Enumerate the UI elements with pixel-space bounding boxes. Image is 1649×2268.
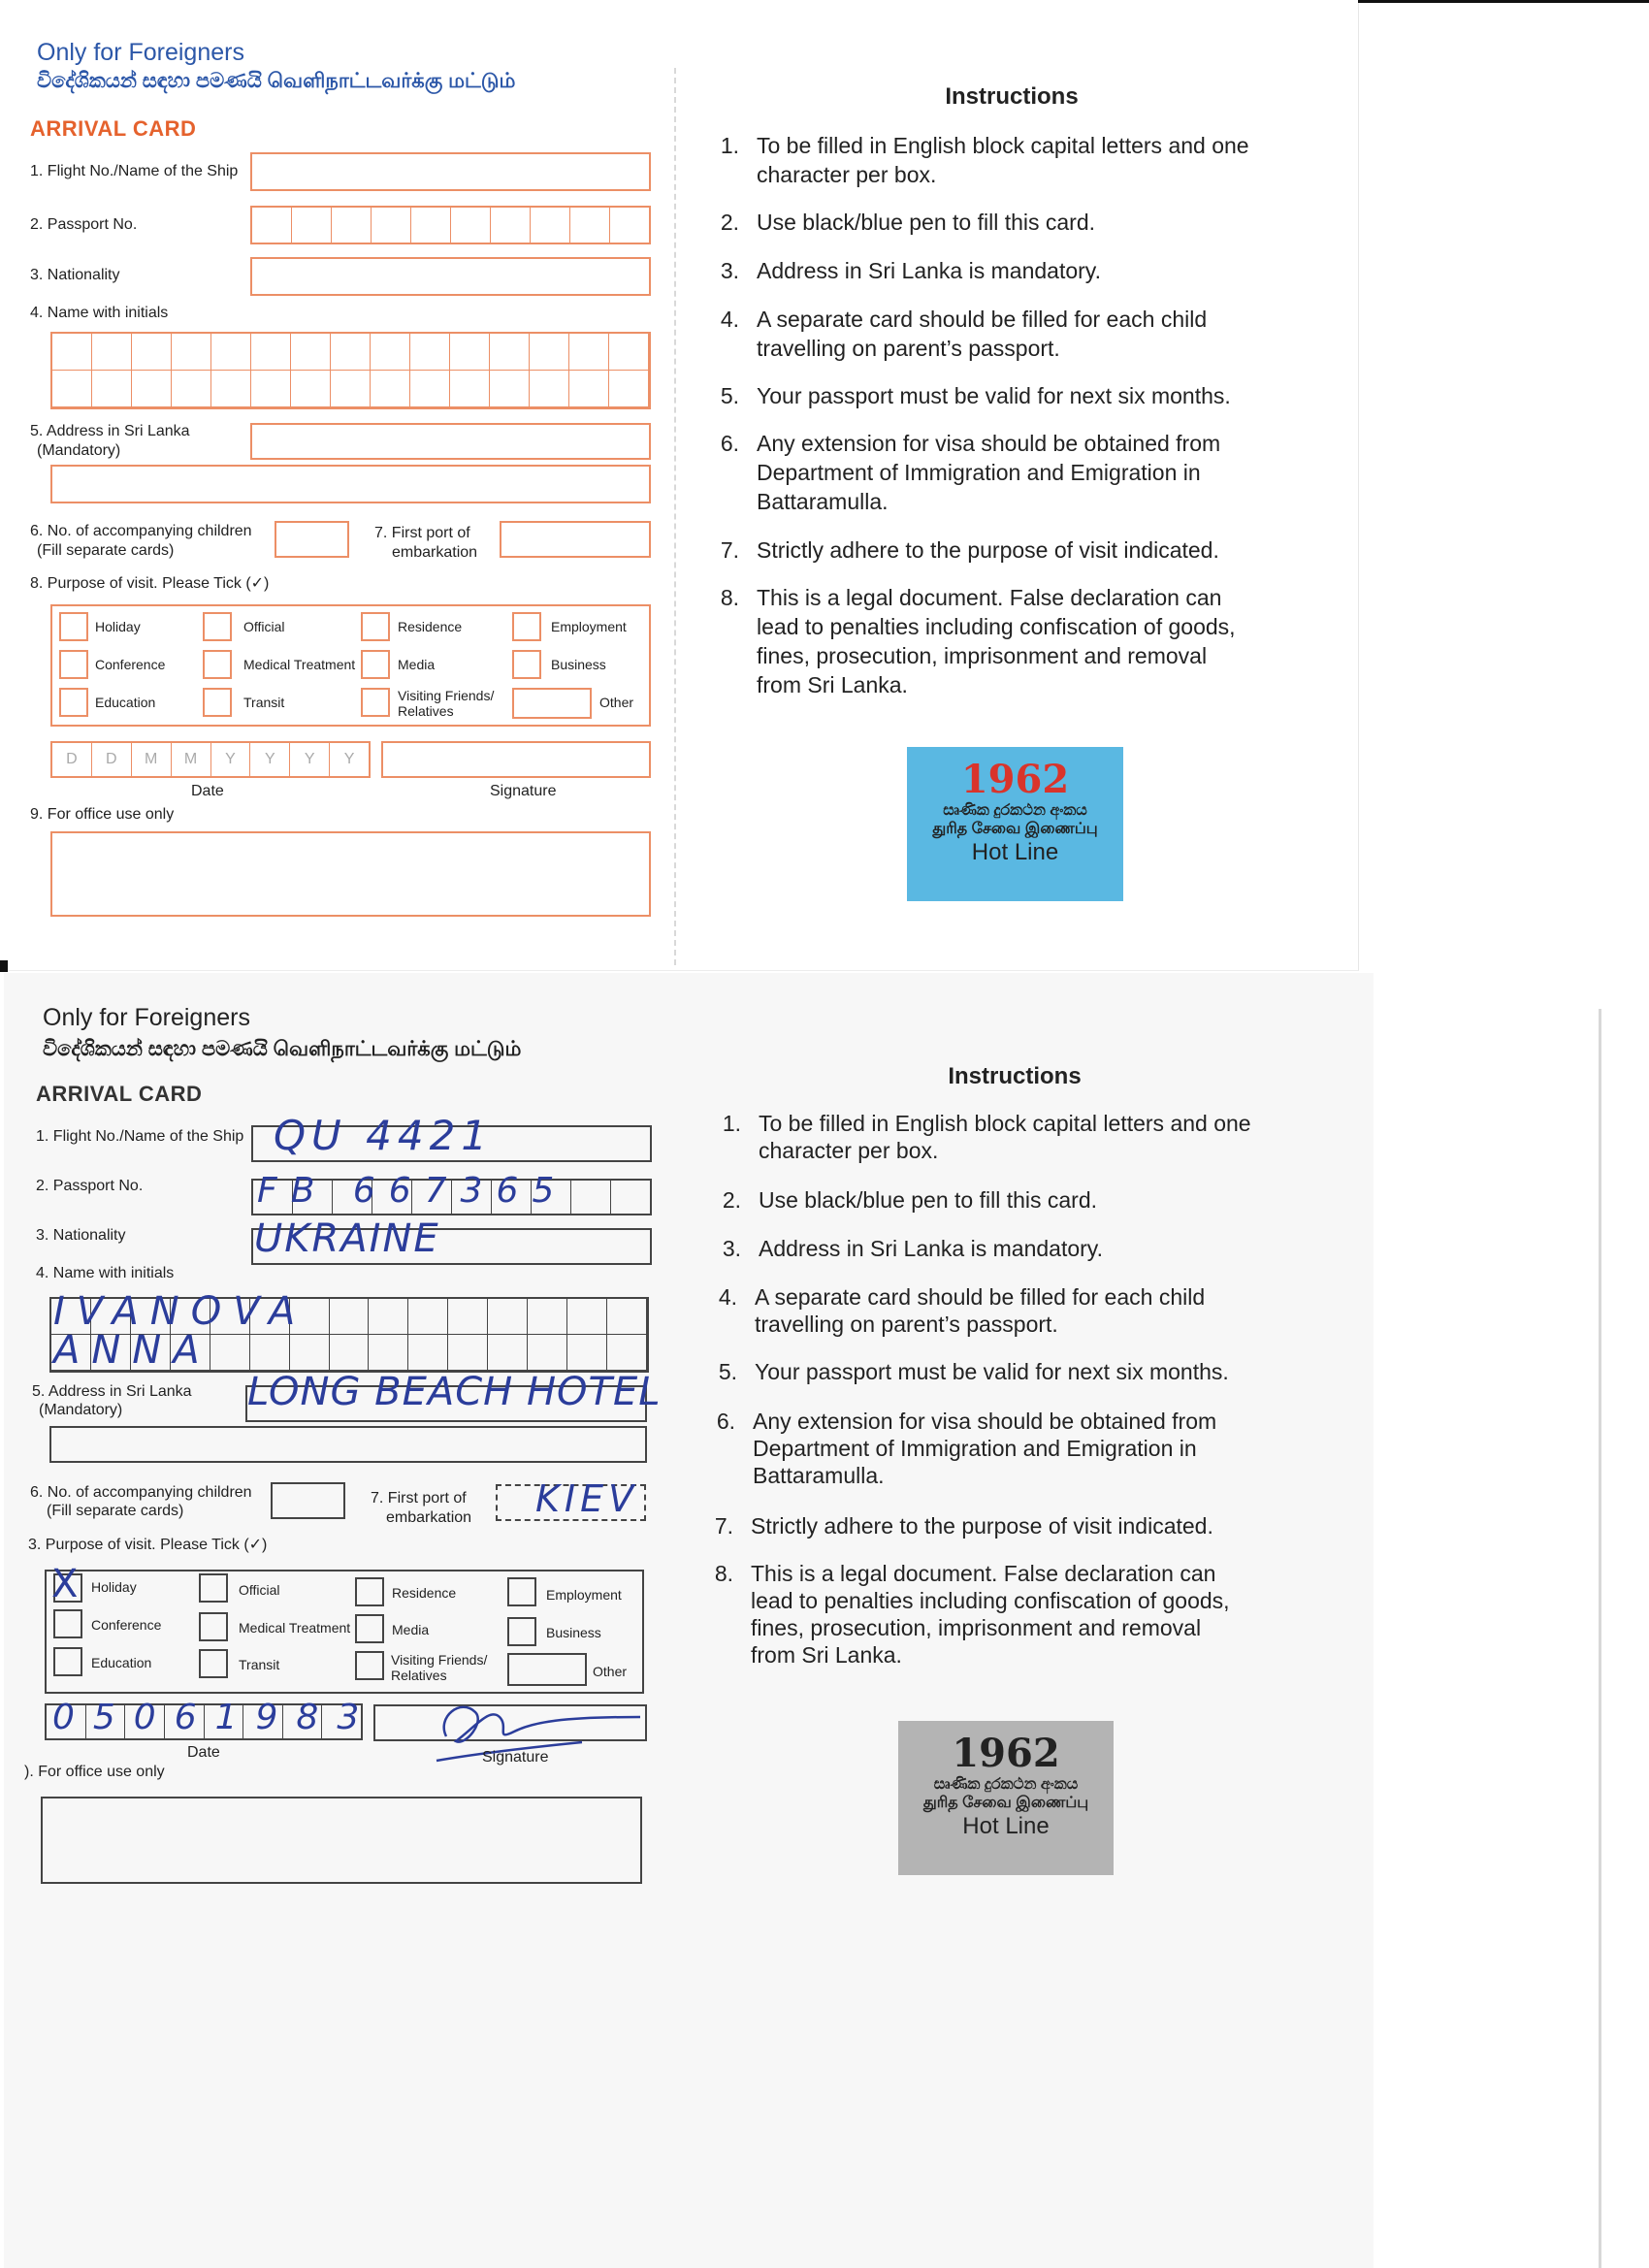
other-label-2: Other (593, 1664, 628, 1679)
handwritten-port: KIEV (535, 1477, 639, 1520)
instruction-text: Address in Sri Lanka is mandatory. (759, 1236, 1103, 1261)
passport-label: 2. Passport No. (30, 216, 138, 233)
holiday-checkbox[interactable] (59, 612, 88, 641)
instruction-text: character per box. (759, 1138, 939, 1163)
handwritten-flight: QU 4421 (274, 1112, 494, 1159)
instruction-text: Strictly adhere to the purpose of visit indicated. (757, 537, 1219, 563)
hotline-badge-2 (898, 1721, 1114, 1875)
header-local: විදේශිකයන් සඳහා පමණයි வெளிநாட்டவர்க்கு மட்டும் (37, 70, 516, 92)
instruction-text: This is a legal document. False declaration can (751, 1561, 1216, 1586)
conference-label: Conference (95, 657, 166, 672)
business-label: Business (551, 657, 606, 672)
flight-field[interactable] (250, 152, 651, 191)
port-label: 7. First port of (374, 525, 470, 541)
port-label-2b: embarkation (386, 1509, 472, 1526)
instruction-number: 7. (720, 537, 739, 563)
holiday-tick-mark: X (51, 1562, 79, 1606)
media-label: Media (398, 657, 436, 672)
purpose-label: 8. Purpose of visit. Please Tick (✓) (30, 575, 270, 592)
instruction-text: Any extension for visa should be obtained from (757, 431, 1221, 456)
hotline-sinhala-2: සෘණික දුරකථන අංකය (933, 1776, 1079, 1793)
date-label-2: Date (187, 1744, 220, 1761)
name-label-2: 4. Name with initials (36, 1265, 175, 1281)
children-field[interactable] (275, 521, 349, 558)
instructions-title-2: Instructions (948, 1063, 1082, 1089)
residence-label-2: Residence (392, 1585, 457, 1601)
employment-checkbox[interactable] (512, 612, 541, 641)
port-label-2a: 7. First port of (371, 1490, 467, 1507)
official-checkbox-2[interactable] (199, 1573, 228, 1603)
fold-line (674, 68, 676, 965)
visiting-label-2: Relatives (398, 703, 454, 719)
conference-label-2: Conference (91, 1617, 162, 1633)
date-cell: M (172, 743, 211, 776)
flight-label: 1. Flight No./Name of the Ship (30, 163, 239, 179)
instruction-text: Your passport must be valid for next six months. (755, 1359, 1229, 1384)
instruction-text: Battaramulla. (757, 489, 889, 514)
instruction-number: 8. (714, 1561, 733, 1586)
employment-checkbox-2[interactable] (507, 1577, 536, 1606)
instruction-text: To be filled in English block capital letters and one (759, 1111, 1251, 1136)
education-checkbox-2[interactable] (53, 1647, 82, 1676)
instructions-title: Instructions (945, 83, 1079, 110)
flight-label-2: 1. Flight No./Name of the Ship (36, 1128, 244, 1145)
instruction-number: 7. (714, 1513, 733, 1539)
instruction-text: Any extension for visa should be obtained from (753, 1409, 1217, 1434)
other-field[interactable] (512, 688, 592, 719)
transit-label-2: Transit (239, 1657, 280, 1672)
passport-label-2: 2. Passport No. (36, 1178, 144, 1194)
card-title: ARRIVAL CARD (30, 116, 197, 141)
children-label-2: 6. No. of accompanying children (30, 1484, 252, 1501)
date-cell: Y (290, 743, 330, 776)
signature-field[interactable] (381, 741, 651, 778)
instruction-text: lead to penalties including confiscation of goods, (757, 614, 1236, 639)
media-checkbox[interactable] (361, 650, 390, 679)
other-field-2[interactable] (507, 1653, 587, 1686)
business-checkbox-2[interactable] (507, 1617, 536, 1646)
header-local-2: විදේශිකයන් සඳහා පමණයි வெளிநாட்டவர்க்கு மட்டும் (43, 1038, 522, 1060)
address-field-line2-2[interactable] (49, 1426, 647, 1463)
visiting-label-2b: Relatives (391, 1668, 447, 1683)
instruction-number: 8. (720, 585, 739, 610)
purpose-label-2: 3. Purpose of visit. Please Tick (✓) (28, 1537, 268, 1553)
hotline-sinhala: සෘණික දුරකථන අංකය (943, 802, 1087, 819)
children-label: 6. No. of accompanying children (30, 523, 252, 539)
date-cell: Y (211, 743, 251, 776)
header-english: Only for Foreigners (37, 39, 244, 66)
date-cell: D (52, 743, 92, 776)
conference-checkbox-2[interactable] (53, 1609, 82, 1638)
date-cell: Y (343, 751, 355, 767)
hotline-number: 1962 (960, 757, 1070, 802)
instruction-text: travelling on parent’s passport. (757, 336, 1060, 361)
employment-label-2: Employment (546, 1587, 622, 1603)
children-note-2: (Fill separate cards) (47, 1503, 184, 1519)
office-label-2: ). For office use only (24, 1764, 165, 1780)
instruction-number: 1. (720, 133, 739, 158)
address-label-2: 5. Address in Sri Lanka (32, 1383, 192, 1400)
instruction-text: Department of Immigration and Emigration in (753, 1436, 1197, 1461)
handwritten-nationality: UKRAINE (254, 1216, 440, 1261)
handwritten-date: 05061983 (52, 1698, 378, 1737)
instruction-number: 4. (718, 1284, 737, 1310)
official-label: Official (243, 619, 285, 634)
instruction-text: from Sri Lanka. (751, 1642, 902, 1668)
handwritten-given-name: ANNA (53, 1328, 211, 1373)
visiting-checkbox[interactable] (361, 688, 390, 717)
business-label-2: Business (546, 1625, 601, 1640)
residence-label: Residence (398, 619, 463, 634)
instruction-number: 6. (716, 1409, 735, 1434)
date-label: Date (191, 783, 224, 799)
address-mandatory-label: (Mandatory) (37, 442, 121, 459)
office-field (50, 831, 651, 917)
handwritten-address: LONG BEACH HOTEL (247, 1370, 662, 1414)
instruction-number: 2. (722, 1187, 741, 1213)
media-label-2: Media (392, 1622, 430, 1637)
instruction-text: Strictly adhere to the purpose of visit indicated. (751, 1513, 1213, 1539)
visiting-checkbox-2[interactable] (355, 1651, 384, 1680)
signature-label: Signature (490, 783, 557, 799)
instruction-number: 1. (722, 1111, 741, 1136)
card-title-2: ARRIVAL CARD (36, 1082, 203, 1106)
instruction-text: Use black/blue pen to fill this card. (757, 210, 1096, 235)
conference-checkbox[interactable] (59, 650, 88, 679)
instruction-number: 3. (720, 258, 739, 283)
address-label: 5. Address in Sri Lanka (30, 423, 190, 439)
port-field[interactable] (500, 521, 651, 558)
instruction-text: A separate card should be filled for each child (757, 307, 1208, 332)
residence-checkbox-2[interactable] (355, 1577, 384, 1606)
education-checkbox[interactable] (59, 688, 88, 717)
instruction-number: 2. (720, 210, 739, 235)
signature-label-2: Signature (482, 1749, 549, 1766)
residence-checkbox[interactable] (361, 612, 390, 641)
passport-field[interactable] (250, 206, 651, 244)
date-cell: M (132, 743, 172, 776)
date-field[interactable] (50, 741, 371, 778)
instruction-number: 4. (720, 307, 739, 332)
media-checkbox-2[interactable] (355, 1614, 384, 1643)
handwritten-passport: FB 667365 (257, 1171, 568, 1211)
instruction-text: from Sri Lanka. (757, 672, 908, 697)
instruction-number: 5. (718, 1359, 737, 1384)
instruction-text: Your passport must be valid for next six months. (757, 383, 1231, 408)
nationality-label: 3. Nationality (30, 267, 120, 283)
office-label: 9. For office use only (30, 806, 175, 823)
instruction-text: travelling on parent’s passport. (755, 1312, 1058, 1337)
official-checkbox[interactable] (203, 612, 232, 641)
children-field-2[interactable] (271, 1482, 345, 1519)
holiday-label: Holiday (95, 619, 141, 634)
instruction-text: lead to penalties including confiscation of goods, (751, 1588, 1230, 1613)
nationality-label-2: 3. Nationality (36, 1227, 126, 1244)
instruction-text: This is a legal document. False declaration can (757, 585, 1222, 610)
instruction-number: 3. (722, 1236, 741, 1261)
official-label-2: Official (239, 1582, 280, 1598)
hotline-label: Hot Line (971, 839, 1059, 865)
hotline-number-2: 1962 (952, 1731, 1060, 1776)
address-field-line1[interactable] (250, 423, 651, 460)
children-note: (Fill separate cards) (37, 542, 175, 559)
transit-label: Transit (243, 695, 285, 710)
hotline-tamil-2: துரித சேவை இணைப்பு (922, 1795, 1089, 1811)
instruction-text: Battaramulla. (753, 1463, 885, 1488)
scan-edge-line (1358, 0, 1649, 3)
medical-checkbox[interactable] (203, 650, 232, 679)
scan-edge-mark (0, 960, 8, 972)
education-label-2: Education (91, 1655, 152, 1670)
scan-edge-shadow (1599, 1009, 1601, 2268)
visiting-label-2a: Visiting Friends/ (391, 1652, 488, 1668)
instruction-text: fines, prosecution, imprisonment and removal (757, 643, 1208, 668)
instruction-text: Use black/blue pen to fill this card. (759, 1187, 1098, 1213)
date-cell: Y (250, 743, 290, 776)
instruction-text: To be filled in English block capital letters and one (757, 133, 1249, 158)
hotline-badge (907, 747, 1123, 901)
address-field-line2[interactable] (50, 465, 651, 503)
medical-label-2: Medical Treatment (239, 1620, 351, 1636)
hotline-label-2: Hot Line (962, 1813, 1050, 1839)
visiting-label-1: Visiting Friends/ (398, 688, 495, 703)
hotline-tamil: துரித சேவை இணைப்பு (932, 821, 1098, 837)
port-label-2: embarkation (392, 544, 478, 561)
instruction-text: Address in Sri Lanka is mandatory. (757, 258, 1101, 283)
education-label: Education (95, 695, 156, 710)
date-cell: D (92, 743, 132, 776)
instruction-text: Department of Immigration and Emigration in (757, 460, 1201, 485)
instruction-text: fines, prosecution, imprisonment and removal (751, 1615, 1202, 1640)
business-checkbox[interactable] (512, 650, 541, 679)
instruction-text: A separate card should be filled for each child (755, 1284, 1206, 1310)
employment-label: Employment (551, 619, 627, 634)
header-english-2: Only for Foreigners (43, 1004, 250, 1031)
other-label: Other (599, 695, 634, 710)
transit-checkbox-2[interactable] (199, 1649, 228, 1678)
handwritten-surname: IVANOVA (53, 1289, 307, 1334)
instruction-text: character per box. (757, 162, 937, 187)
office-field-2 (41, 1797, 642, 1884)
instruction-number: 6. (720, 431, 739, 456)
medical-label: Medical Treatment (243, 657, 356, 672)
name-field[interactable] (50, 332, 651, 409)
holiday-label-2: Holiday (91, 1579, 137, 1595)
name-label: 4. Name with initials (30, 305, 169, 321)
address-mandatory-label-2: (Mandatory) (39, 1402, 123, 1418)
medical-checkbox-2[interactable] (199, 1612, 228, 1641)
instruction-number: 5. (720, 383, 739, 408)
nationality-field[interactable] (250, 257, 651, 296)
transit-checkbox[interactable] (203, 688, 232, 717)
